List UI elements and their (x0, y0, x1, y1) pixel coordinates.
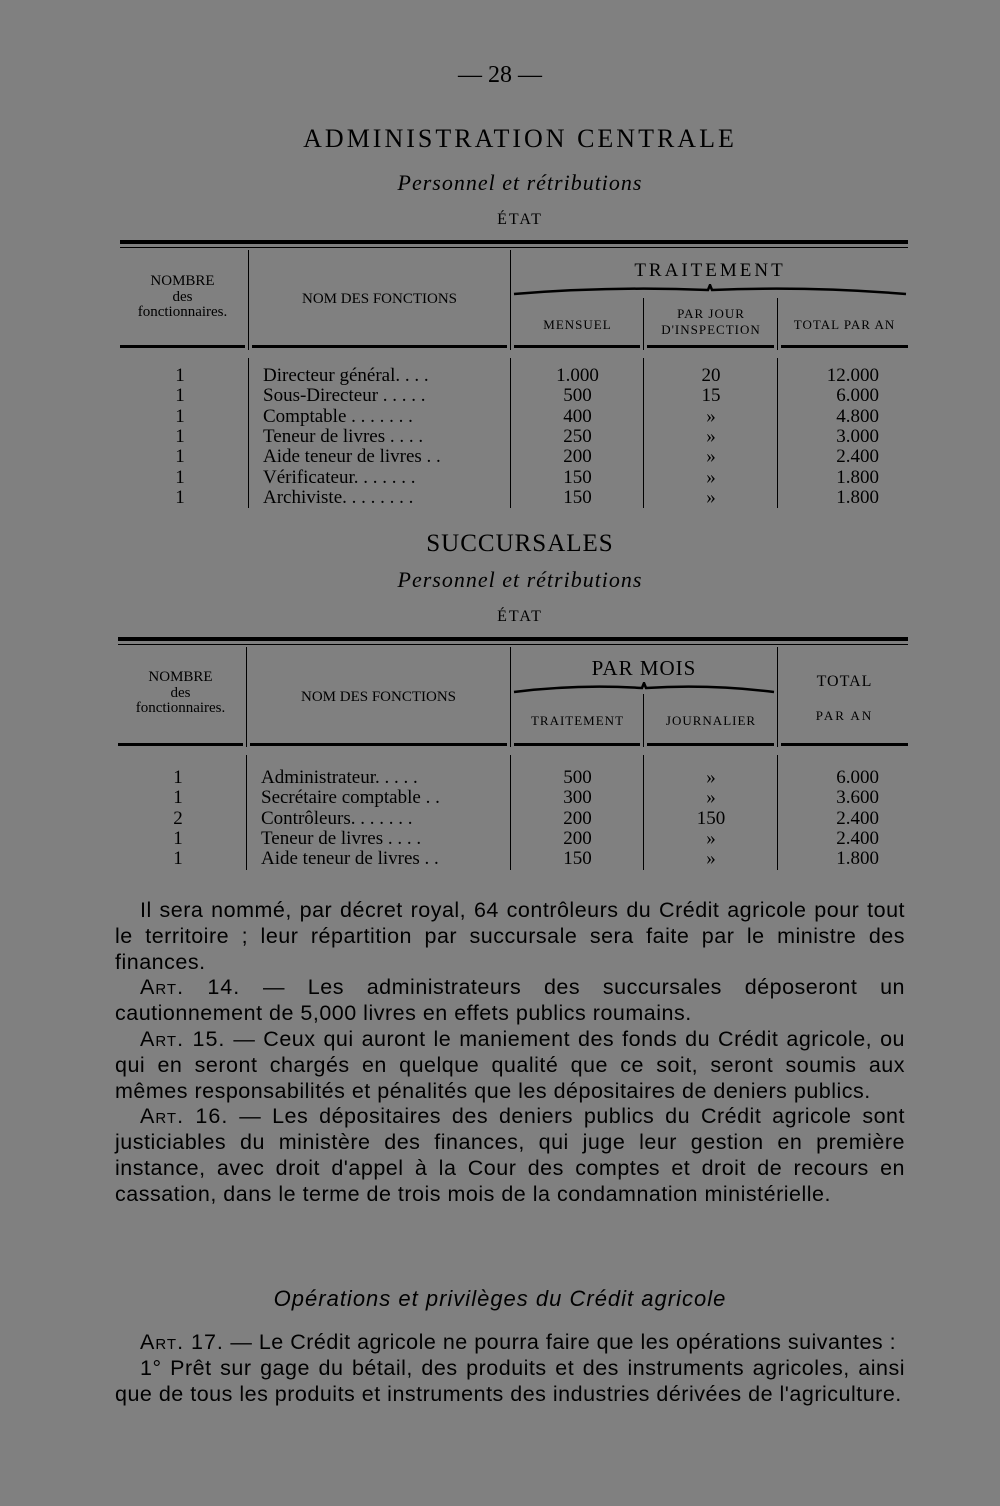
cell-fonction: Administrateur. . . . . (261, 768, 418, 788)
cell-jour: » (706, 466, 716, 488)
cell-count: 1 (173, 767, 183, 788)
section-subtitle: Personnel et rétributions (397, 170, 643, 195)
table-top-rule-thin (118, 644, 908, 645)
cell-fonction: Directeur général. . . . (263, 366, 429, 386)
article-label: Art. 17. (140, 1330, 224, 1354)
cell-traitement: 500 (563, 767, 592, 788)
article-16 (115, 1104, 905, 1207)
cell-journalier: » (706, 848, 716, 870)
header-journalier: JOURNALIER (665, 713, 757, 728)
header-nombre (118, 668, 243, 716)
col-sep (510, 358, 511, 508)
cell-count: 1 (175, 405, 185, 427)
body-text (115, 898, 905, 1208)
cell-traitement: 300 (563, 787, 592, 809)
cell-fonction: Aide teneur de livres . . (263, 447, 441, 468)
header-nombre-line: des (170, 685, 191, 701)
cell-total: 2.400 (836, 827, 879, 849)
header-rule (647, 743, 774, 746)
header-nom-fonctions: NOM DES FONCTIONS (300, 689, 457, 705)
list-item: 1° Prêt sur gage du bétail, des produits et des instruments agricoles, ainsi que de tous les produits et instruments des industries dérivées de l'agriculture. (115, 1355, 905, 1406)
cell-mensuel: 250 (563, 425, 592, 447)
cell-count: 1 (173, 787, 183, 809)
body-text (115, 1330, 905, 1407)
cell-fonction: Secrétaire comptable . . (261, 788, 440, 809)
cell-mensuel: 200 (563, 446, 592, 468)
cell-total: 12.000 (826, 365, 879, 386)
header-total: TOTAL (816, 673, 873, 690)
cell-jour: » (706, 425, 716, 447)
cell-total: 1.800 (836, 466, 879, 488)
article-14 (115, 975, 905, 1027)
cell-total: 2.400 (836, 446, 879, 468)
cell-mensuel: 400 (563, 405, 592, 427)
cell-total: 4.800 (836, 405, 879, 427)
header-rule (118, 743, 243, 746)
cell-total: 3.000 (836, 425, 879, 447)
cell-total: 1.800 (836, 848, 879, 870)
section-title-succursales: SUCCURSALES (426, 530, 614, 557)
header-par-mois: PAR MOIS (591, 656, 697, 680)
paragraph: Il sera nommé, par décret royal, 64 contrôleurs du Crédit agricole pour tout le territoire ; leur répartition par succursale sera faite par le ministre des finances. (115, 898, 905, 974)
cell-journalier: » (706, 787, 716, 809)
header-rule (514, 743, 640, 746)
header-par-jour-line: PAR JOUR (677, 306, 745, 321)
col-sep (643, 694, 644, 747)
cell-total: 6.000 (836, 767, 879, 788)
article-15 (115, 1027, 905, 1104)
cell-mensuel: 1.000 (556, 365, 599, 386)
article-label: Art. 14. (140, 975, 241, 1000)
header-rule (781, 743, 908, 746)
col-sep (510, 755, 511, 870)
col-sep (510, 647, 511, 747)
header-par-jour (645, 306, 777, 338)
header-mensuel: MENSUEL (543, 317, 612, 332)
article-text: — Les administrateurs des succursales déposeront un cautionnement de 5,000 livres en effets publics roumains. (115, 975, 905, 1026)
cell-total: 6.000 (836, 385, 879, 407)
cell-total: 3.600 (836, 787, 879, 809)
cell-journalier: » (706, 767, 716, 788)
cell-count: 1 (175, 425, 185, 447)
header-nombre (120, 272, 245, 320)
col-sep (246, 647, 247, 747)
header-nombre-line: fonctionnaires. (135, 700, 226, 716)
section-subtitle: Personnel et rétributions (397, 567, 643, 592)
col-sep (248, 358, 249, 508)
cell-mensuel: 500 (563, 385, 592, 407)
etat-label: ÉTAT (497, 211, 543, 228)
cell-traitement: 200 (563, 827, 592, 849)
cell-fonction: Archiviste. . . . . . . . (263, 487, 414, 508)
cell-count: 1 (175, 486, 185, 508)
header-rule (120, 345, 245, 348)
col-sep (643, 358, 644, 508)
header-brace (512, 284, 908, 298)
header-nom-fonctions: NOM DES FONCTIONS (301, 291, 458, 307)
cell-total: 1.800 (836, 486, 879, 508)
header-rule (781, 345, 908, 348)
col-sep (248, 250, 249, 350)
table-top-rule (118, 637, 908, 641)
header-total: TOTAL PAR AN (793, 317, 896, 332)
header-nombre-line: fonctionnaires. (137, 304, 228, 320)
cell-jour: 15 (701, 385, 721, 407)
cell-jour: » (706, 446, 716, 468)
cell-fonction: Teneur de livres . . . . (263, 426, 424, 447)
cell-fonction: Comptable . . . . . . . (263, 406, 413, 427)
col-sep (643, 298, 644, 350)
col-sep (777, 755, 778, 870)
col-sep (246, 755, 247, 870)
section-title-administration: ADMINISTRATION CENTRALE (303, 124, 737, 153)
cell-fonction: Contrôleurs. . . . . . . (261, 808, 413, 829)
cell-journalier: 150 (696, 807, 726, 829)
operations-title: Opérations et privilèges du Crédit agricole (273, 1286, 727, 1311)
cell-count: 2 (173, 807, 183, 829)
header-nombre-line: des (172, 289, 193, 305)
cell-jour: 20 (701, 365, 721, 386)
cell-traitement: 150 (563, 848, 592, 870)
col-sep (777, 298, 778, 350)
cell-count: 1 (175, 385, 185, 407)
cell-mensuel: 150 (563, 466, 592, 488)
header-rule (647, 345, 774, 348)
cell-total: 2.400 (836, 807, 879, 829)
header-traitement: TRAITEMENT (634, 260, 786, 281)
col-sep (510, 250, 511, 350)
cell-jour: » (706, 486, 716, 508)
header-brace (512, 682, 776, 696)
cell-fonction: Aide teneur de livres . . (261, 849, 439, 870)
cell-count: 1 (173, 848, 183, 870)
cell-count: 1 (175, 466, 185, 488)
cell-count: 1 (175, 365, 185, 386)
article-text: — Ceux qui auront le maniement des fonds du Crédit agricole, ou qui en seront chargés en quelque qualité que ce soit, seront soumis aux mêmes responsabilités et pénalités que les dépositaires de deniers publics. (115, 1026, 905, 1103)
table-top-rule (120, 240, 908, 244)
header-par-an: PAR AN (815, 708, 874, 723)
cell-count: 1 (175, 446, 185, 468)
cell-fonction: Sous-Directeur . . . . . (263, 386, 426, 407)
cell-count: 1 (173, 827, 183, 849)
article-label: Art. 15. (140, 1026, 226, 1051)
article-text: — Le Crédit agricole ne pourra faire que les opérations suivantes : (223, 1330, 897, 1354)
cell-fonction: Teneur de livres . . . . (261, 828, 422, 849)
header-nombre-line: NOMBRE (148, 669, 213, 685)
article-label: Art. 16. (140, 1104, 229, 1129)
cell-fonction: Vérificateur. . . . . . . (263, 467, 416, 488)
col-sep (777, 358, 778, 508)
cell-jour: » (706, 405, 716, 427)
header-rule (514, 345, 640, 348)
etat-label: ÉTAT (497, 608, 543, 625)
col-sep (777, 647, 778, 747)
article-17 (115, 1330, 905, 1356)
cell-journalier: » (706, 827, 716, 849)
cell-mensuel: 150 (563, 486, 592, 508)
table-top-rule-thin (120, 247, 908, 248)
article-text: — Les dépositaires des deniers publics du Crédit agricole sont justiciables du ministère des finances, qui juge leur gestion en première instance, avec droit d'appel à la Cour des comptes et droit de recours en cassation, dans le terme de trois mois de la condamnation ministérielle. (115, 1104, 905, 1206)
header-traitement: TRAITEMENT (530, 713, 625, 728)
page-number: — 28 — (458, 62, 542, 88)
col-sep (643, 755, 644, 870)
header-nombre-line: NOMBRE (150, 273, 215, 289)
header-par-jour-line: D'INSPECTION (661, 322, 761, 337)
header-rule (250, 743, 507, 746)
header-rule (252, 345, 507, 348)
cell-traitement: 200 (563, 807, 592, 829)
